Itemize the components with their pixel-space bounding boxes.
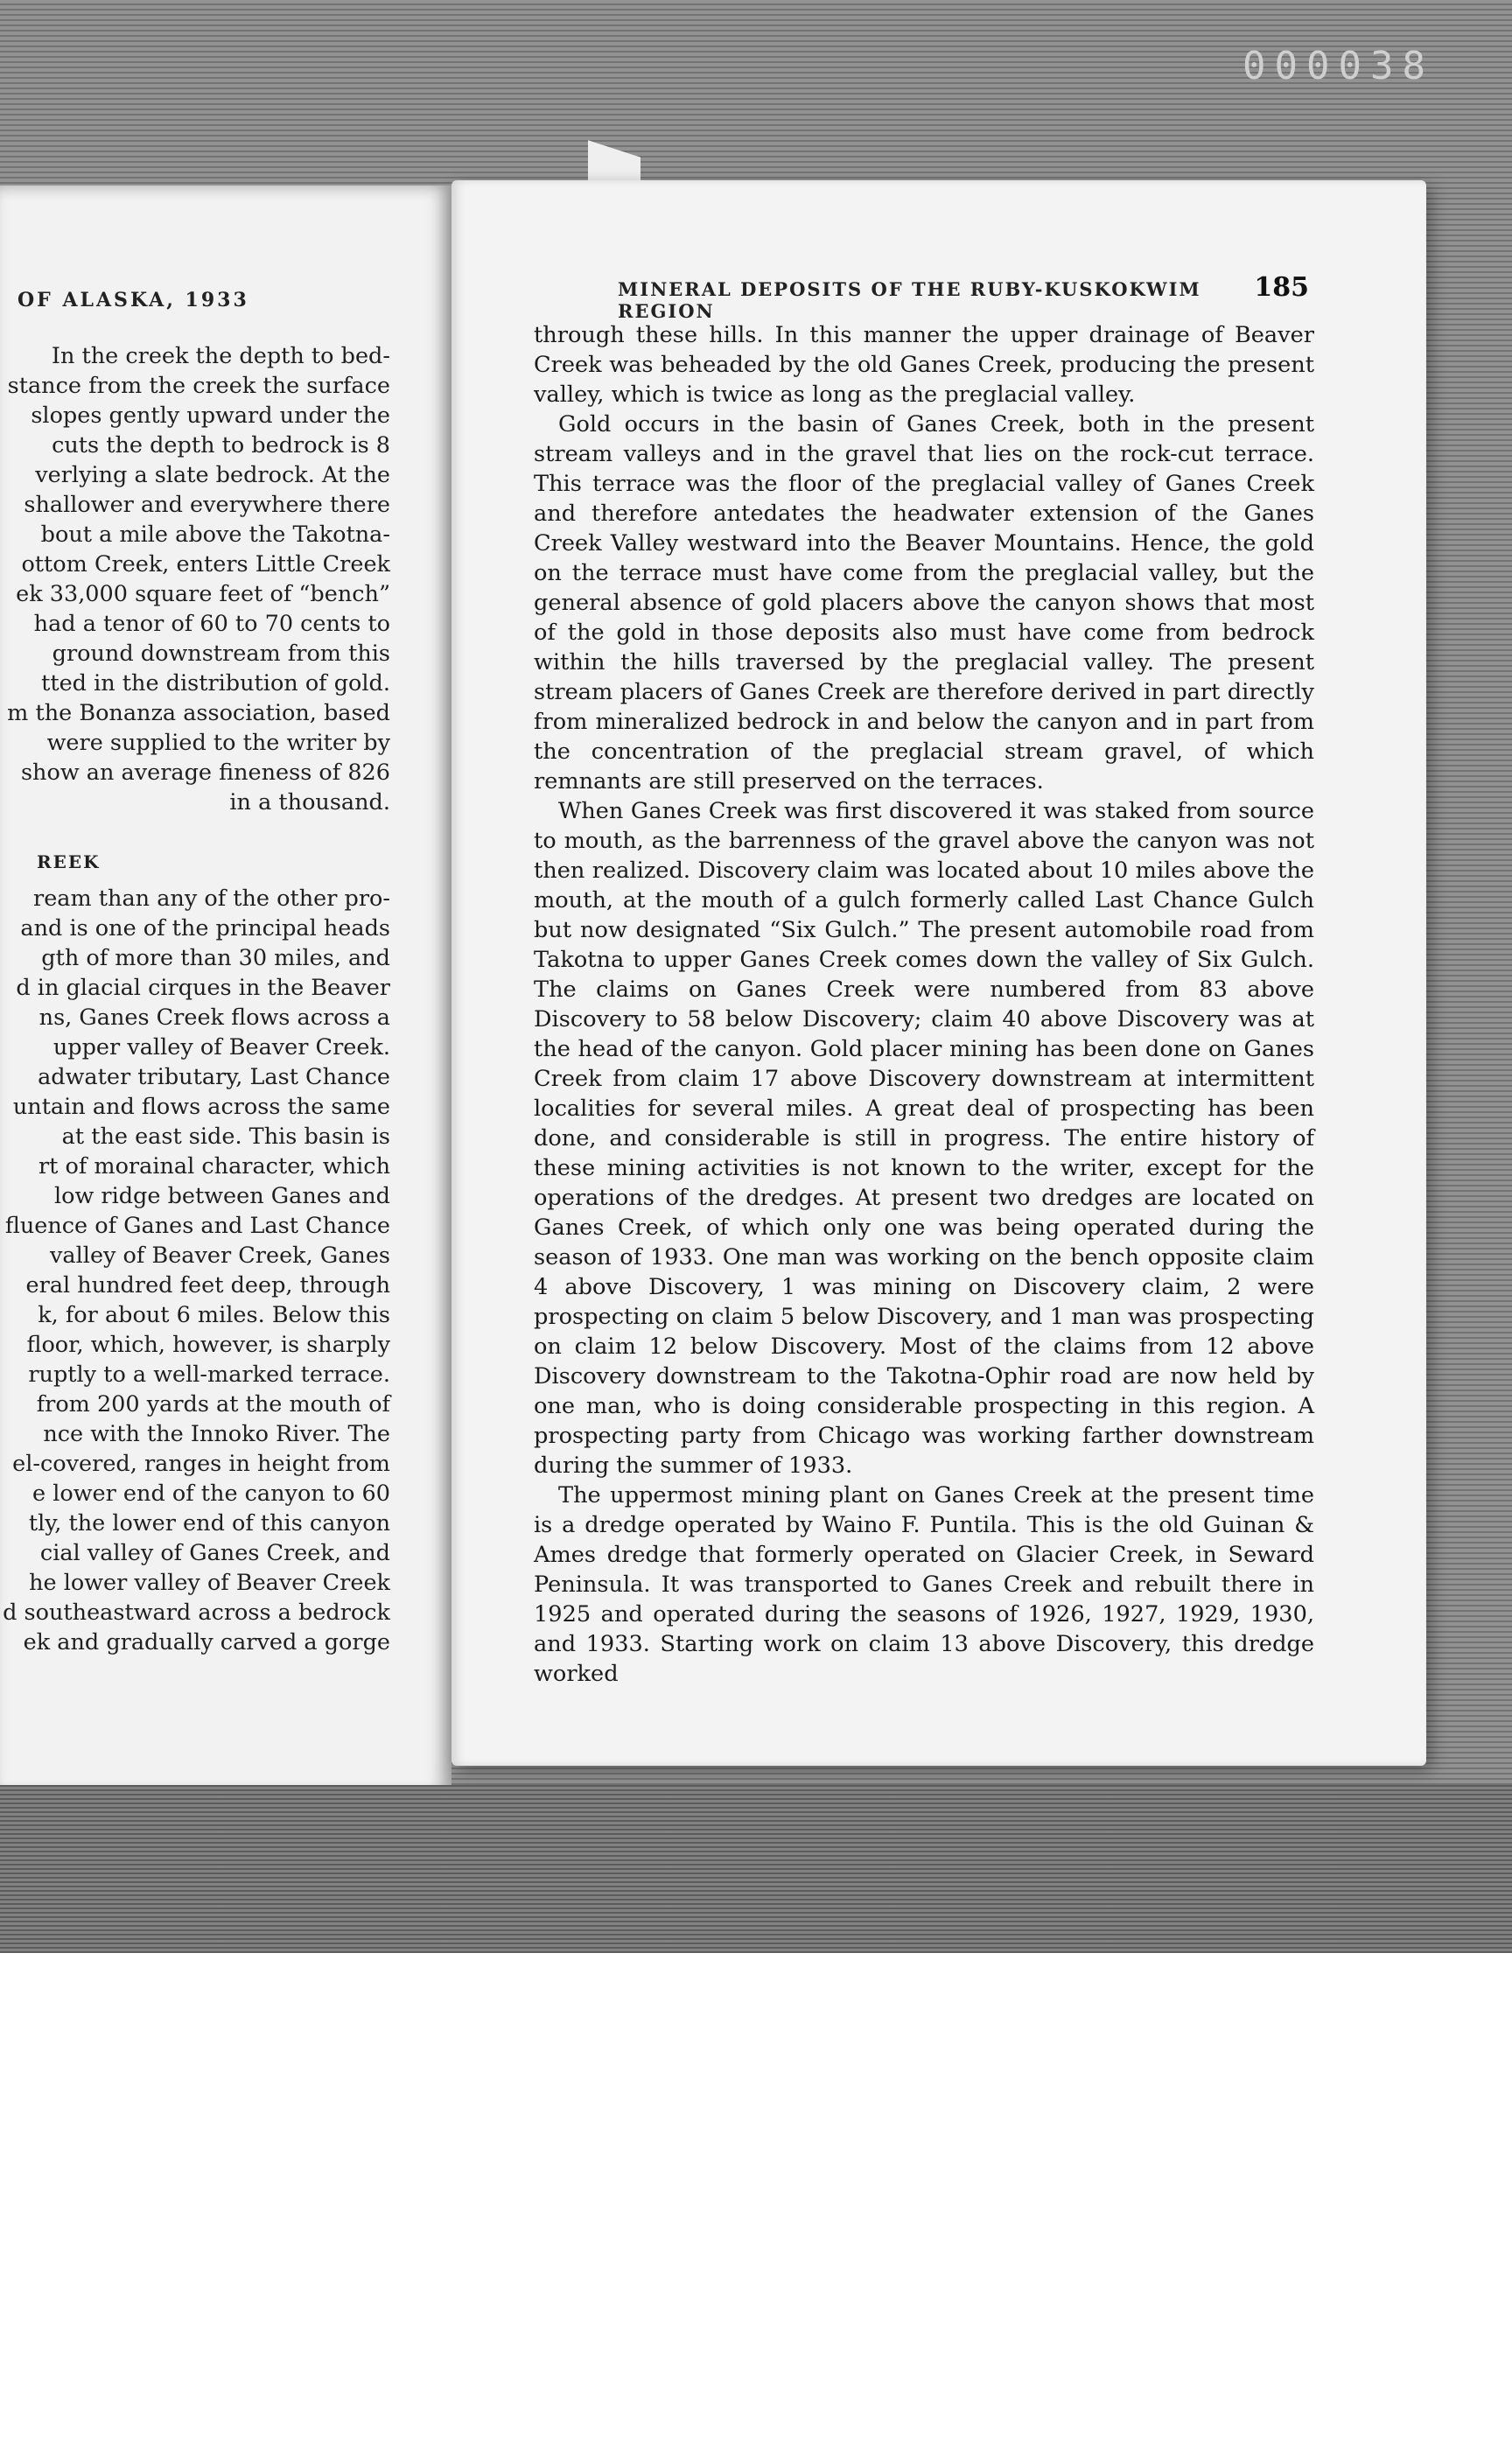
text-line: shallower and everywhere there (24, 492, 390, 518)
text-line: in a thousand. (229, 789, 390, 816)
text-line: tted in the distribution of gold. (41, 670, 390, 696)
text-line: he lower valley of Beaver Creek (29, 1570, 390, 1596)
paragraph: When Ganes Creek was first discovered it was staked from source to mouth, as the barrenness of the gravel above the canyon was not then realized. Discovery claim was located about 10 miles above the mouth, at the mouth of a gulch formerly called Last Chance Gulch but now designated “Six Gulch.” The present automobile road from Takotna to upper Ganes Creek comes down the valley of Six Gulch. The claims on Ganes Creek were numbered from 83 above Discovery to 58 below Discovery; claim 40 above Discovery was at the head of the canyon. Gold placer mining has been done on Ganes Creek from claim 17 above Discovery downstream at intermittent localities for several miles. A great deal of prospecting has been done, and considerable is still in progress. The entire history of these mining activities is not known to the writer, except for the operations of the dredges. At present two dredges are located on Ganes Creek, of which only one was being operated during the season of 1933. One man was working on the bench opposite claim 4 above Discovery, 1 was mining on Discovery claim, 2 were prospecting on claim 5 below Discovery, and 1 man was prospecting on claim 12 below Discovery. Most of the claims from 12 above Discovery downstream to the Takotna-Ophir road are now held by one man, who is doing considerable prospecting in this region. A prospecting party from Chicago was working farther downstream during the summer of 1933. (534, 798, 1314, 1479)
text-line: show an average fineness of 826 (20, 760, 390, 786)
text-line: ns, Ganes Creek flows across a (38, 1004, 390, 1031)
text-line: upper valley of Beaver Creek. (52, 1034, 390, 1060)
text-line: untain and flows across the same (12, 1094, 390, 1120)
body-text (534, 320, 1314, 1689)
text-line: at the east side. This basin is (61, 1124, 390, 1150)
running-head (600, 272, 1309, 322)
scan-id-stamp: 000038 (1242, 44, 1434, 88)
text-line: low ridge between Ganes and (53, 1183, 390, 1209)
text-line: had a tenor of 60 to 70 cents to (33, 611, 390, 637)
text-line: valley of Beaver Creek, Ganes (50, 1242, 390, 1269)
text-line: slopes gently upward under the (31, 402, 390, 429)
spacer (0, 817, 390, 847)
paragraph: through these hills. In this manner the upper drainage of Beaver Creek was beheaded by the old Ganes Creek, producing the present valley, which is twice as long as the preglacial valley. (534, 322, 1314, 408)
section-heading: REEK (37, 851, 101, 872)
text-line: In the creek the depth to bed- (51, 343, 390, 369)
text-line: ek and gradually carved a gorge (23, 1629, 390, 1656)
text-line: eral hundred feet deep, through (25, 1272, 390, 1298)
text-line: gth of more than 30 miles, and (41, 945, 390, 971)
text-line: ream than any of the other pro- (33, 886, 390, 912)
text-line: ground downstream from this (52, 640, 390, 667)
text-line: tly, the lower end of this canyon (28, 1510, 390, 1536)
left-text-column (0, 341, 390, 1657)
text-line: were supplied to the writer by (46, 730, 390, 756)
text-line: bout a mile above the Takotna- (40, 522, 390, 548)
left-running-head: OF ALASKA, 1933 (18, 289, 249, 312)
right-page (452, 180, 1426, 1766)
text-line: cuts the depth to bedrock is 8 (52, 432, 390, 458)
text-line: ek 33,000 square feet of “bench” (16, 581, 390, 607)
text-line: rt of morainal character, which (38, 1153, 390, 1180)
page-number: 185 (1254, 272, 1309, 303)
text-line: nce with the Innoko River. The (43, 1421, 390, 1447)
left-page (0, 186, 452, 1796)
text-line: fluence of Ganes and Last Chance (4, 1213, 390, 1239)
text-line: floor, which, however, is sharply (26, 1332, 390, 1358)
text-line: ruptly to a well-marked terrace. (28, 1362, 390, 1388)
paragraph: Gold occurs in the basin of Ganes Creek, both in the present stream valleys and in the gravel that lies on the rock-cut terrace. This terrace was the floor of the preglacial valley of Ganes Creek and therefore antedates the headwater extension of the Ganes Creek Valley westward into the Beaver Mountains. Hence, the gold on the terrace must have come from the preglacial valley, but the general absence of gold placers above the canyon shows that most of the gold in those deposits also must have come from bedrock within the hills traversed by the preglacial valley. The present stream placers of Ganes Creek are therefore derived in part directly from mineralized bedrock in and below the canyon and in part from the concentration of the preglacial stream gravel, of which remnants are still preserved on the terraces. (534, 411, 1314, 794)
text-line: cial valley of Ganes Creek, and (39, 1540, 390, 1566)
text-line: m the Bonanza association, based (7, 700, 390, 726)
text-line: e lower end of the canyon to 60 (32, 1480, 390, 1507)
text-line: from 200 yards at the mouth of (36, 1391, 390, 1418)
paragraph: The uppermost mining plant on Ganes Creek at the present time is a dredge operated by Waino F. Puntila. This is the old Guinan & Ames dredge that formerly operated on Glacier Creek, in Seward Peninsula. It was transported to Ganes Creek and rebuilt there in 1925 and operated during the seasons of 1926, 1927, 1929, 1930, and 1933. Starting work on claim 13 above Discovery, this dredge worked (534, 1482, 1314, 1687)
scan-bottom-edge (0, 1785, 1512, 1953)
text-line: ottom Creek, enters Little Creek (21, 551, 390, 578)
running-title: MINERAL DEPOSITS OF THE RUBY-KUSKOKWIM REGION (618, 278, 1201, 322)
text-line: d southeastward across a bedrock (3, 1600, 390, 1626)
text-line: k, for about 6 miles. Below this (38, 1302, 390, 1328)
text-line: d in glacial cirques in the Beaver (16, 975, 390, 1001)
text-line: and is one of the principal heads (20, 915, 390, 942)
text-line: stance from the creek the surface (7, 373, 390, 399)
text-line: el-covered, ranges in height from (12, 1451, 390, 1477)
text-line: verlying a slate bedrock. At the (35, 462, 390, 488)
spacer (0, 877, 390, 884)
text-line: adwater tributary, Last Chance (38, 1064, 390, 1090)
